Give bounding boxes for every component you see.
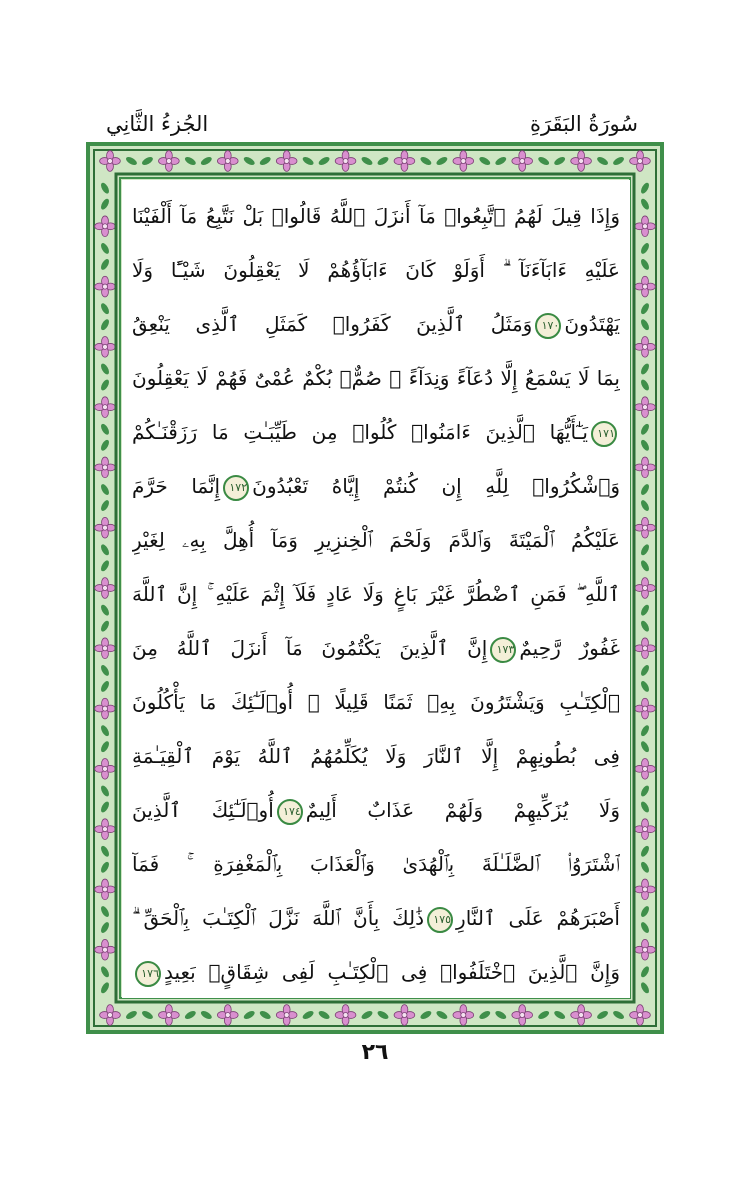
verse-line bbox=[132, 728, 620, 784]
juz-label: الجُزءُ الثَّانِي bbox=[106, 112, 209, 136]
verse-line bbox=[132, 674, 620, 730]
verse-text: يَـٰٓأَيُّهَا ٱلَّذِينَ ءَامَنُوا۟ كُلُوا۟ مِن طَيِّبَـٰتِ مَا رَزَقْنَـٰكُمْ bbox=[132, 420, 588, 444]
verse-text: إِنَّ ٱلَّذِينَ يَكْتُمُونَ مَآ أَنزَلَ ٱللَّهُ مِنَ bbox=[132, 636, 488, 660]
verse-line bbox=[132, 404, 620, 460]
verse-line bbox=[132, 350, 620, 406]
ayah-number-marker: ١٧١ bbox=[591, 421, 617, 447]
verse-line bbox=[132, 296, 620, 352]
page-number: ٢٦ bbox=[361, 1040, 389, 1065]
verse-line bbox=[132, 944, 620, 1000]
verse-text: وَٱشْكُرُوا۟ لِلَّهِ إِن كُنتُمْ إِيَّاهُ تَعْبُدُونَ bbox=[252, 474, 620, 498]
verse-text: غَفُورٌ رَّحِيمٌ bbox=[519, 636, 620, 660]
ayah-number-marker: ١٧٦ bbox=[135, 961, 161, 987]
verse-line bbox=[132, 458, 620, 514]
verse-text: إِنَّمَا حَرَّمَ bbox=[132, 474, 221, 498]
quran-text-panel bbox=[122, 180, 630, 998]
ayah-number-marker: ١٧٢ bbox=[223, 475, 249, 501]
verse-text: عَلَيْهِ ءَابَآءَنَآ ۗ أَوَلَوْ كَانَ ءَابَآؤُهُمْ لَا يَعْقِلُونَ شَيْـًٔا وَلَا bbox=[132, 258, 620, 282]
verse-line bbox=[132, 566, 620, 622]
verse-line bbox=[132, 188, 620, 244]
surah-label: سُورَةُ البَقَرَةِ bbox=[529, 112, 638, 136]
ayah-number-marker: ١٧٥ bbox=[427, 907, 453, 933]
verse-line bbox=[132, 836, 620, 892]
verse-text: وَإِذَا قِيلَ لَهُمُ ٱتَّبِعُوا۟ مَآ أَنزَلَ ٱللَّهُ قَالُوا۟ بَلْ نَتَّبِعُ مَآ أَلْفَيْنَا bbox=[132, 204, 620, 228]
verse-line bbox=[132, 242, 620, 298]
verse-text: ٱلْكِتَـٰبِ وَيَشْتَرُونَ بِهِۦ ثَمَنًا قَلِيلًا ۙ أُو۟لَـٰٓئِكَ مَا يَأْكُلُونَ bbox=[132, 690, 620, 714]
verse-text: ذَٰلِكَ بِأَنَّ ٱللَّهَ نَزَّلَ ٱلْكِتَـٰبَ بِٱلْحَقِّ ۗ bbox=[132, 906, 425, 930]
ayah-number-marker: ١٧٤ bbox=[277, 799, 303, 825]
verse-text: وَمَثَلُ ٱلَّذِينَ كَفَرُوا۟ كَمَثَلِ ٱلَّذِى يَنْعِقُ bbox=[132, 312, 533, 336]
verse-text: بِمَا لَا يَسْمَعُ إِلَّا دُعَآءً وَنِدَآءً ۚ صُمٌّۢ بُكْمٌ عُمْىٌ فَهُمْ لَا يَعْقِلُونَ bbox=[132, 366, 620, 390]
verse-text: يَهْتَدُونَ bbox=[564, 312, 620, 336]
verse-line bbox=[132, 512, 620, 568]
verse-text: فِى بُطُونِهِمْ إِلَّا ٱلنَّارَ وَلَا يُكَلِّمُهُمُ ٱللَّهُ يَوْمَ ٱلْقِيَـٰمَةِ bbox=[132, 744, 620, 768]
verse-text: ٱشْتَرَوُا۟ ٱلضَّلَـٰلَةَ بِٱلْهُدَىٰ وَٱلْعَذَابَ بِٱلْمَغْفِرَةِ ۚ فَمَآ bbox=[132, 852, 620, 876]
verse-text: أُو۟لَـٰٓئِكَ ٱلَّذِينَ bbox=[132, 798, 274, 822]
verse-text: وَلَا يُزَكِّيهِمْ وَلَهُمْ عَذَابٌ أَلِيمٌ bbox=[305, 798, 620, 822]
ayah-number-marker: ١٧٠ bbox=[535, 313, 561, 339]
verse-text: عَلَيْكُمُ ٱلْمَيْتَةَ وَٱلدَّمَ وَلَحْمَ ٱلْخِنزِيرِ وَمَآ أُهِلَّ بِهِۦ لِغَيْرِ bbox=[132, 528, 620, 552]
verse-text: وَإِنَّ ٱلَّذِينَ ٱخْتَلَفُوا۟ فِى ٱلْكِتَـٰبِ لَفِى شِقَاقٍۭ بَعِيدٍ bbox=[164, 960, 620, 984]
verse-line bbox=[132, 620, 620, 676]
verse-text: أَصْبَرَهُمْ عَلَى ٱلنَّارِ bbox=[456, 906, 620, 930]
ayah-number-marker: ١٧٣ bbox=[490, 637, 516, 663]
verse-line bbox=[132, 782, 620, 838]
verse-line bbox=[132, 890, 620, 946]
verse-text: ٱللَّهِ ۖ فَمَنِ ٱضْطُرَّ غَيْرَ بَاغٍ وَلَا عَادٍ فَلَآ إِثْمَ عَلَيْهِ ۚ إِنَّ ٱللَّهَ bbox=[132, 582, 620, 606]
